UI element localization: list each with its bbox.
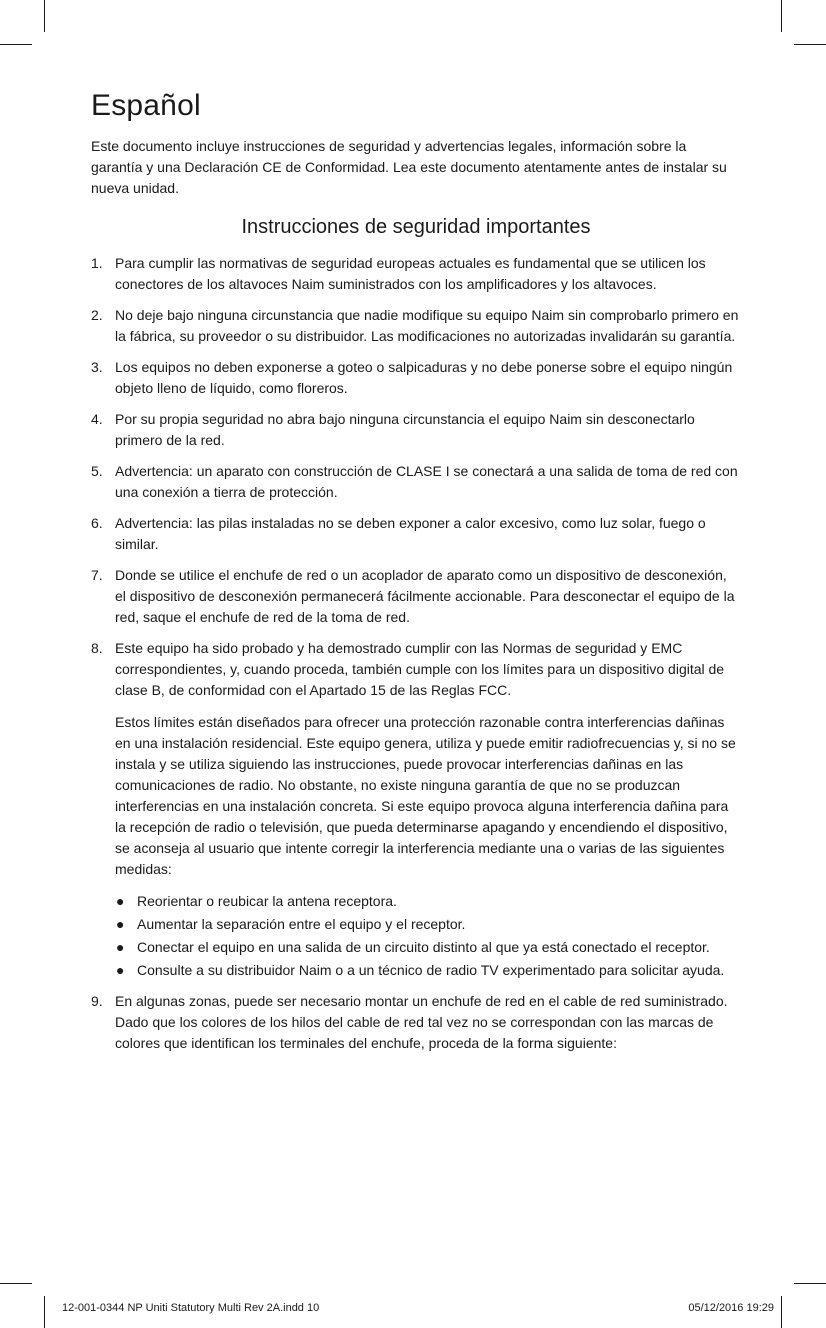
bullet-text: Reorientar o reubicar la antena receptora. — [137, 893, 397, 909]
language-title: Español — [91, 89, 201, 122]
crop-mark-top-left-horizontal — [0, 44, 32, 45]
item-number: 2. — [91, 307, 103, 323]
item-text: Advertencia: un aparato con construcción de CLASE I se conectará a una salida de toma de red con una conexión a tierra de protección. — [115, 463, 738, 500]
item-number: 6. — [91, 515, 103, 531]
list-item — [91, 513, 741, 555]
bullet-icon: ● — [116, 939, 125, 955]
crop-mark-bottom-left-horizontal — [0, 1283, 32, 1284]
item-number: 7. — [91, 567, 103, 583]
bullet-item — [115, 960, 741, 981]
crop-mark-top-right-horizontal — [794, 44, 826, 45]
bullet-item — [115, 891, 741, 912]
list-item — [91, 638, 741, 981]
list-item — [91, 409, 741, 451]
item-text: Por su propia seguridad no abra bajo ninguna circunstancia el equipo Naim sin desconectarlo primero de la red. — [115, 411, 695, 448]
intro-paragraph: Este documento incluye instrucciones de seguridad y advertencias legales, información sobre la garantía y una Declaración CE de Conformidad. Lea este documento atentamente antes de instalar su nueva unidad. — [91, 138, 727, 196]
item-text: Este equipo ha sido probado y ha demostrado cumplir con las Normas de seguridad y EMC correspondientes, y, cuando proceda, también cumple con los límites para un dispositivo digital de clase B, de conformidad con el Apartado 15 de las Reglas FCC. — [115, 640, 725, 698]
list-item — [91, 565, 741, 628]
item-number: 8. — [91, 640, 103, 656]
list-item — [91, 461, 741, 503]
item-text: Donde se utilice el enchufe de red o un acoplador de aparato como un dispositivo de desconexión, el dispositivo de desconexión permanecerá fácilmente accionable. Para desconectar el equipo de la red, saque el enchufe de red de la toma de red. — [115, 567, 735, 625]
crop-mark-bottom-left-vertical — [44, 1296, 45, 1328]
bullet-icon: ● — [116, 893, 125, 909]
bullet-text: Conectar el equipo en una salida de un circuito distinto al que ya está conectado el receptor. — [137, 939, 710, 955]
bullet-item — [115, 937, 741, 958]
bullet-item — [115, 914, 741, 935]
item-number: 4. — [91, 411, 103, 427]
item-number: 3. — [91, 359, 103, 375]
slug-file-info: 12-001-0344 NP Uniti Statutory Multi Rev 2A.indd 10 — [62, 1302, 320, 1314]
crop-mark-top-right-vertical — [781, 0, 782, 32]
section-title: Instrucciones de seguridad importantes — [241, 216, 591, 238]
item-text: No deje bajo ninguna circunstancia que nadie modifique su equipo Naim sin comprobarlo primero en la fábrica, su proveedor o su distribuidor. Las modificaciones no autorizadas invalidarán su garantía. — [115, 307, 739, 344]
page-content — [91, 86, 741, 1064]
crop-mark-bottom-right-vertical — [781, 1296, 782, 1328]
bullet-icon: ● — [116, 962, 125, 978]
item-number: 5. — [91, 463, 103, 479]
item-text: Advertencia: las pilas instaladas no se deben exponer a calor excesivo, como luz solar, fuego o similar. — [115, 515, 706, 552]
item-text: Los equipos no deben exponerse a goteo o salpicaduras y no debe ponerse sobre el equipo ningún objeto lleno de líquido, como floreros. — [115, 359, 733, 396]
item-text: Para cumplir las normativas de seguridad europeas actuales es fundamental que se utilicen los conectores de los altavoces Naim suministrados con los amplificadores y los altavoces. — [115, 255, 706, 292]
bullet-text: Consulte a su distribuidor Naim o a un técnico de radio TV experimentado para solicitar ayuda. — [137, 962, 725, 978]
list-item — [91, 991, 741, 1054]
item-number: 9. — [91, 993, 103, 1009]
slug-date-time: 05/12/2016 19:29 — [688, 1302, 774, 1314]
crop-mark-top-left-vertical — [44, 0, 45, 32]
list-item — [91, 253, 741, 295]
list-item — [91, 305, 741, 347]
list-item — [91, 357, 741, 399]
item-number: 1. — [91, 255, 103, 271]
bullet-icon: ● — [116, 916, 125, 932]
item-8-paragraph: Estos límites están diseñados para ofrecer una protección razonable contra interferencias dañinas en una instalación residencial. Este equipo genera, utiliza y puede emitir radiofrecuencias y, si no se instala y se utiliza siguiendo las instrucciones, puede provocar interferencias dañinas en las comunicaciones de radio. No obstante, no existe ninguna garantía de que no se produzcan interferencias en una instalación concreta. Si este equipo provoca alguna interferencia dañina para la recepción de radio o televisión, que pueda determinarse apagando y encendiendo el dispositivo, se aconseja al usuario que intente corregir la interferencia mediante una o varias de las siguientes medidas: — [115, 714, 736, 877]
bullet-text: Aumentar la separación entre el equipo y el receptor. — [137, 916, 466, 932]
crop-mark-bottom-right-horizontal — [794, 1283, 826, 1284]
item-text: En algunas zonas, puede ser necesario montar un enchufe de red en el cable de red suministrado. Dado que los colores de los hilos del cable de red tal vez no se correspondan con las marcas de colores que identifican los terminales del enchufe, proceda de la forma siguiente: — [115, 993, 728, 1051]
safety-instructions-list — [91, 253, 741, 1054]
measures-list — [115, 891, 741, 981]
